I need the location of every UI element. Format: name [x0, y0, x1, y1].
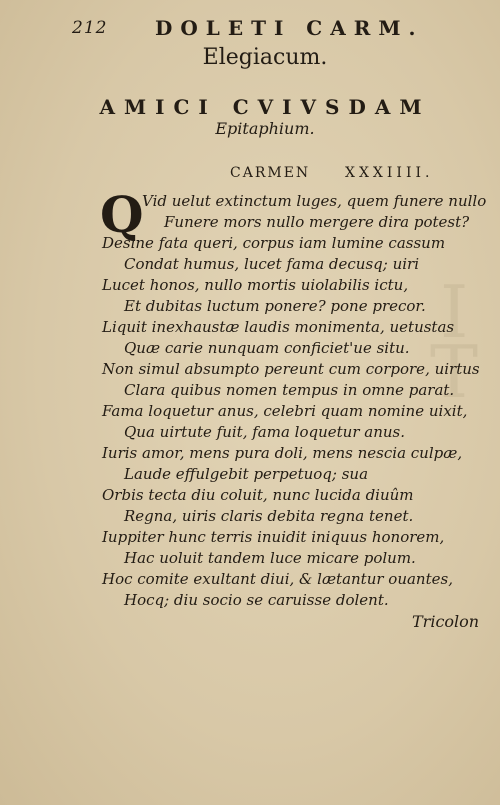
poem-subheading: Epitaphium. — [215, 119, 315, 138]
verse-line: Qua uirtute fuit, fama loquetur anus. — [124, 423, 405, 441]
verse-line: Condat humus, lucet fama decusq; uiri — [124, 255, 419, 273]
verse-line: Et dubitas luctum ponere? pone precor. — [124, 297, 426, 315]
verse-line: Quæ carie nunquam conficiet'ue situ. — [124, 339, 410, 357]
running-title: DOLETI CARM. — [155, 16, 424, 40]
verse-line: Clara quibus nomen tempus in omne parat. — [124, 381, 455, 399]
carmen-label: CARMEN — [230, 165, 311, 181]
verse-line: Hac uoluit tandem luce micare polum. — [124, 549, 416, 567]
show-through-print: I — [440, 270, 469, 354]
verse-line: Hoc comite exultant diui, & lætantur ouantes, — [102, 570, 453, 588]
signature: Tricolon — [412, 612, 480, 631]
verse-line: Vid uelut extinctum luges, quem funere nullo — [142, 192, 487, 210]
verse-line: Desine fata queri, corpus iam lumine cassum — [102, 234, 446, 252]
verse-line: Fama loquetur anus, celebri quam nomine uixit, — [102, 402, 468, 420]
drop-capital: Q — [100, 185, 144, 244]
verse-line: Funere mors nullo mergere dira potest? — [164, 213, 470, 231]
show-through-print: T — [430, 330, 479, 414]
verse-line: Regna, uiris claris debita regna tenet. — [124, 507, 414, 525]
verse-line: Lucet honos, nullo mortis uiolabilis ictu, — [102, 276, 409, 294]
verse-line: Iuppiter hunc terris inuidit iniquus honorem, — [102, 528, 445, 546]
page-number: 212 — [72, 18, 108, 38]
verse-line: Hocq; diu socio se caruisse dolent. — [124, 591, 389, 609]
carmen-number: XXXIIII. — [345, 165, 434, 181]
verse-line: Laude effulgebit perpetuoq; sua — [124, 465, 369, 483]
poem-heading: AMICI CVIVSDAM — [99, 95, 431, 119]
section-subtitle: Elegiacum. — [202, 45, 328, 70]
running-head — [0, 16, 500, 44]
verse-line: Iuris amor, mens pura doli, mens nescia culpæ, — [102, 444, 463, 462]
verse-line: Orbis tecta diu coluit, nunc lucida diuûm — [102, 486, 414, 504]
verse-line: Liquit inexhaustæ laudis monimenta, uetustas — [102, 318, 455, 336]
verse-line: Non simul absumpto pereunt cum corpore, uirtus — [102, 360, 480, 378]
